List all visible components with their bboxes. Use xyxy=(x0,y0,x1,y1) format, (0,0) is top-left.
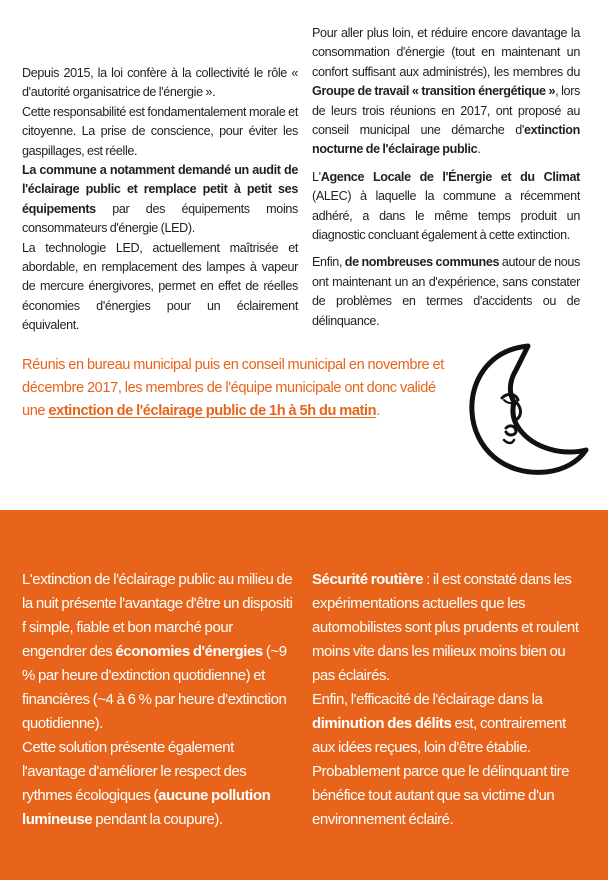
paragraph-working-group xyxy=(312,24,580,160)
savings-bold: économies d'énergies xyxy=(115,643,263,660)
crime-bold: diminution des délits xyxy=(312,715,452,732)
orange-band xyxy=(0,510,608,880)
text-span: : il est constaté dans les expérimentations actuelles que les automobilistes sont plus prudents et roulent moins vite dans les milieux moins bien ou pas éclairés. xyxy=(312,571,579,684)
text-span: L'extinction de l'éclairage public au milieu de la nuit présente l'avantage d'être un dispositi f simple, fiable et bon marché pour engendrer des xyxy=(22,571,293,660)
text-span: Cette solution présente également l'avantage d'améliorer le respect des rythmes écologiques ( xyxy=(22,739,247,804)
paragraph-audit xyxy=(22,161,298,239)
decision-text xyxy=(22,354,462,423)
text-span: Enfin, l'efficacité de l'éclairage dans la xyxy=(312,691,543,708)
band-right-column xyxy=(312,568,588,832)
paragraph-communes xyxy=(312,253,580,331)
crescent-moon-face-icon xyxy=(464,340,590,480)
paragraph-savings xyxy=(22,568,294,736)
paragraph-law: Depuis 2015, la loi confère à la collectivité le rôle « d'autorité organisatrice de l'énergie ». xyxy=(22,66,298,100)
text-span: L' xyxy=(312,169,321,184)
alec-bold: Agence Locale de l'Énergie et du Climat xyxy=(320,169,580,184)
paragraph-alec xyxy=(312,168,580,246)
paragraph-crime xyxy=(312,688,588,832)
text-span: pendant la coupure). xyxy=(92,811,223,828)
left-column xyxy=(22,64,298,336)
decision-intro xyxy=(22,354,462,423)
road-safety-bold: Sécurité routière xyxy=(312,571,423,588)
text-span: est, contrairement aux idées reçues, loin d'être établie. Probablement parce que le délinquant tire bénéfice tout autant que sa victime d'un environnement éclairé. xyxy=(312,715,570,828)
audit-bold: La commune a notamment demandé un audit de l'éclairage public et remplace petit à petit ses équipements xyxy=(22,163,298,216)
band-left-column xyxy=(22,568,294,832)
text-span: . xyxy=(477,142,481,157)
paragraph-road-safety xyxy=(312,568,588,688)
text-span: Pour aller plus loin, et réduire encore davantage la consommation d'énergie (tout en maintenant un confort suffisant aux administrés), les membres du xyxy=(312,26,580,79)
pollution-bold: aucune pollution lumineuse xyxy=(22,787,271,828)
paragraph-ecology xyxy=(22,736,294,832)
text-span: . xyxy=(376,403,380,419)
text-span: Enfin, xyxy=(312,255,345,270)
audit-rest: par des équipements moins consommateurs d'énergie (LED). xyxy=(22,201,298,236)
paragraph-responsibility: Cette responsabilité est fondamentalement morale et citoyenne. La prise de conscience, pour éviter les gaspillages, est réelle. xyxy=(22,104,298,158)
text-span: (ALEC) à laquelle la commune a récemment adhéré, a dans le même temps produit un diagnostic concluant également à cette extinction. xyxy=(312,189,580,243)
extinction-bold: extinction nocturne de l'éclairage public xyxy=(312,123,580,157)
right-column xyxy=(312,24,580,331)
text-span: autour de nous ont maintenant un an d'expérience, sans constater de problèmes en termes d'accidents ou de délinquance. xyxy=(312,255,580,328)
text-span: (~9 % par heure d'extinction quotidienne) et financières (~4 à 6 % par heure d'extinction quotidienne). xyxy=(22,643,287,732)
paragraph-led: La technologie LED, actuellement maîtrisée et abordable, en remplacement des lampes à vapeur de mercure énergivores, permet en effet de réelles économies d'énergies pour un éclairement équivalent. xyxy=(22,240,298,333)
communes-bold: de nombreuses communes xyxy=(344,255,500,270)
text-span: , lors de leurs trois réunions en 2017, ont proposé au conseil municipal une démarche d' xyxy=(312,84,580,138)
extinction-link[interactable]: extinction de l'éclairage public de 1h à 5h du matin xyxy=(48,403,377,419)
working-group-bold: Groupe de travail « transition énergétique » xyxy=(312,84,556,99)
text-span: Réunis en bureau municipal puis en conseil municipal en novembre et décembre 2017, les membres de l'équipe municipale ont donc validé une xyxy=(22,357,444,419)
